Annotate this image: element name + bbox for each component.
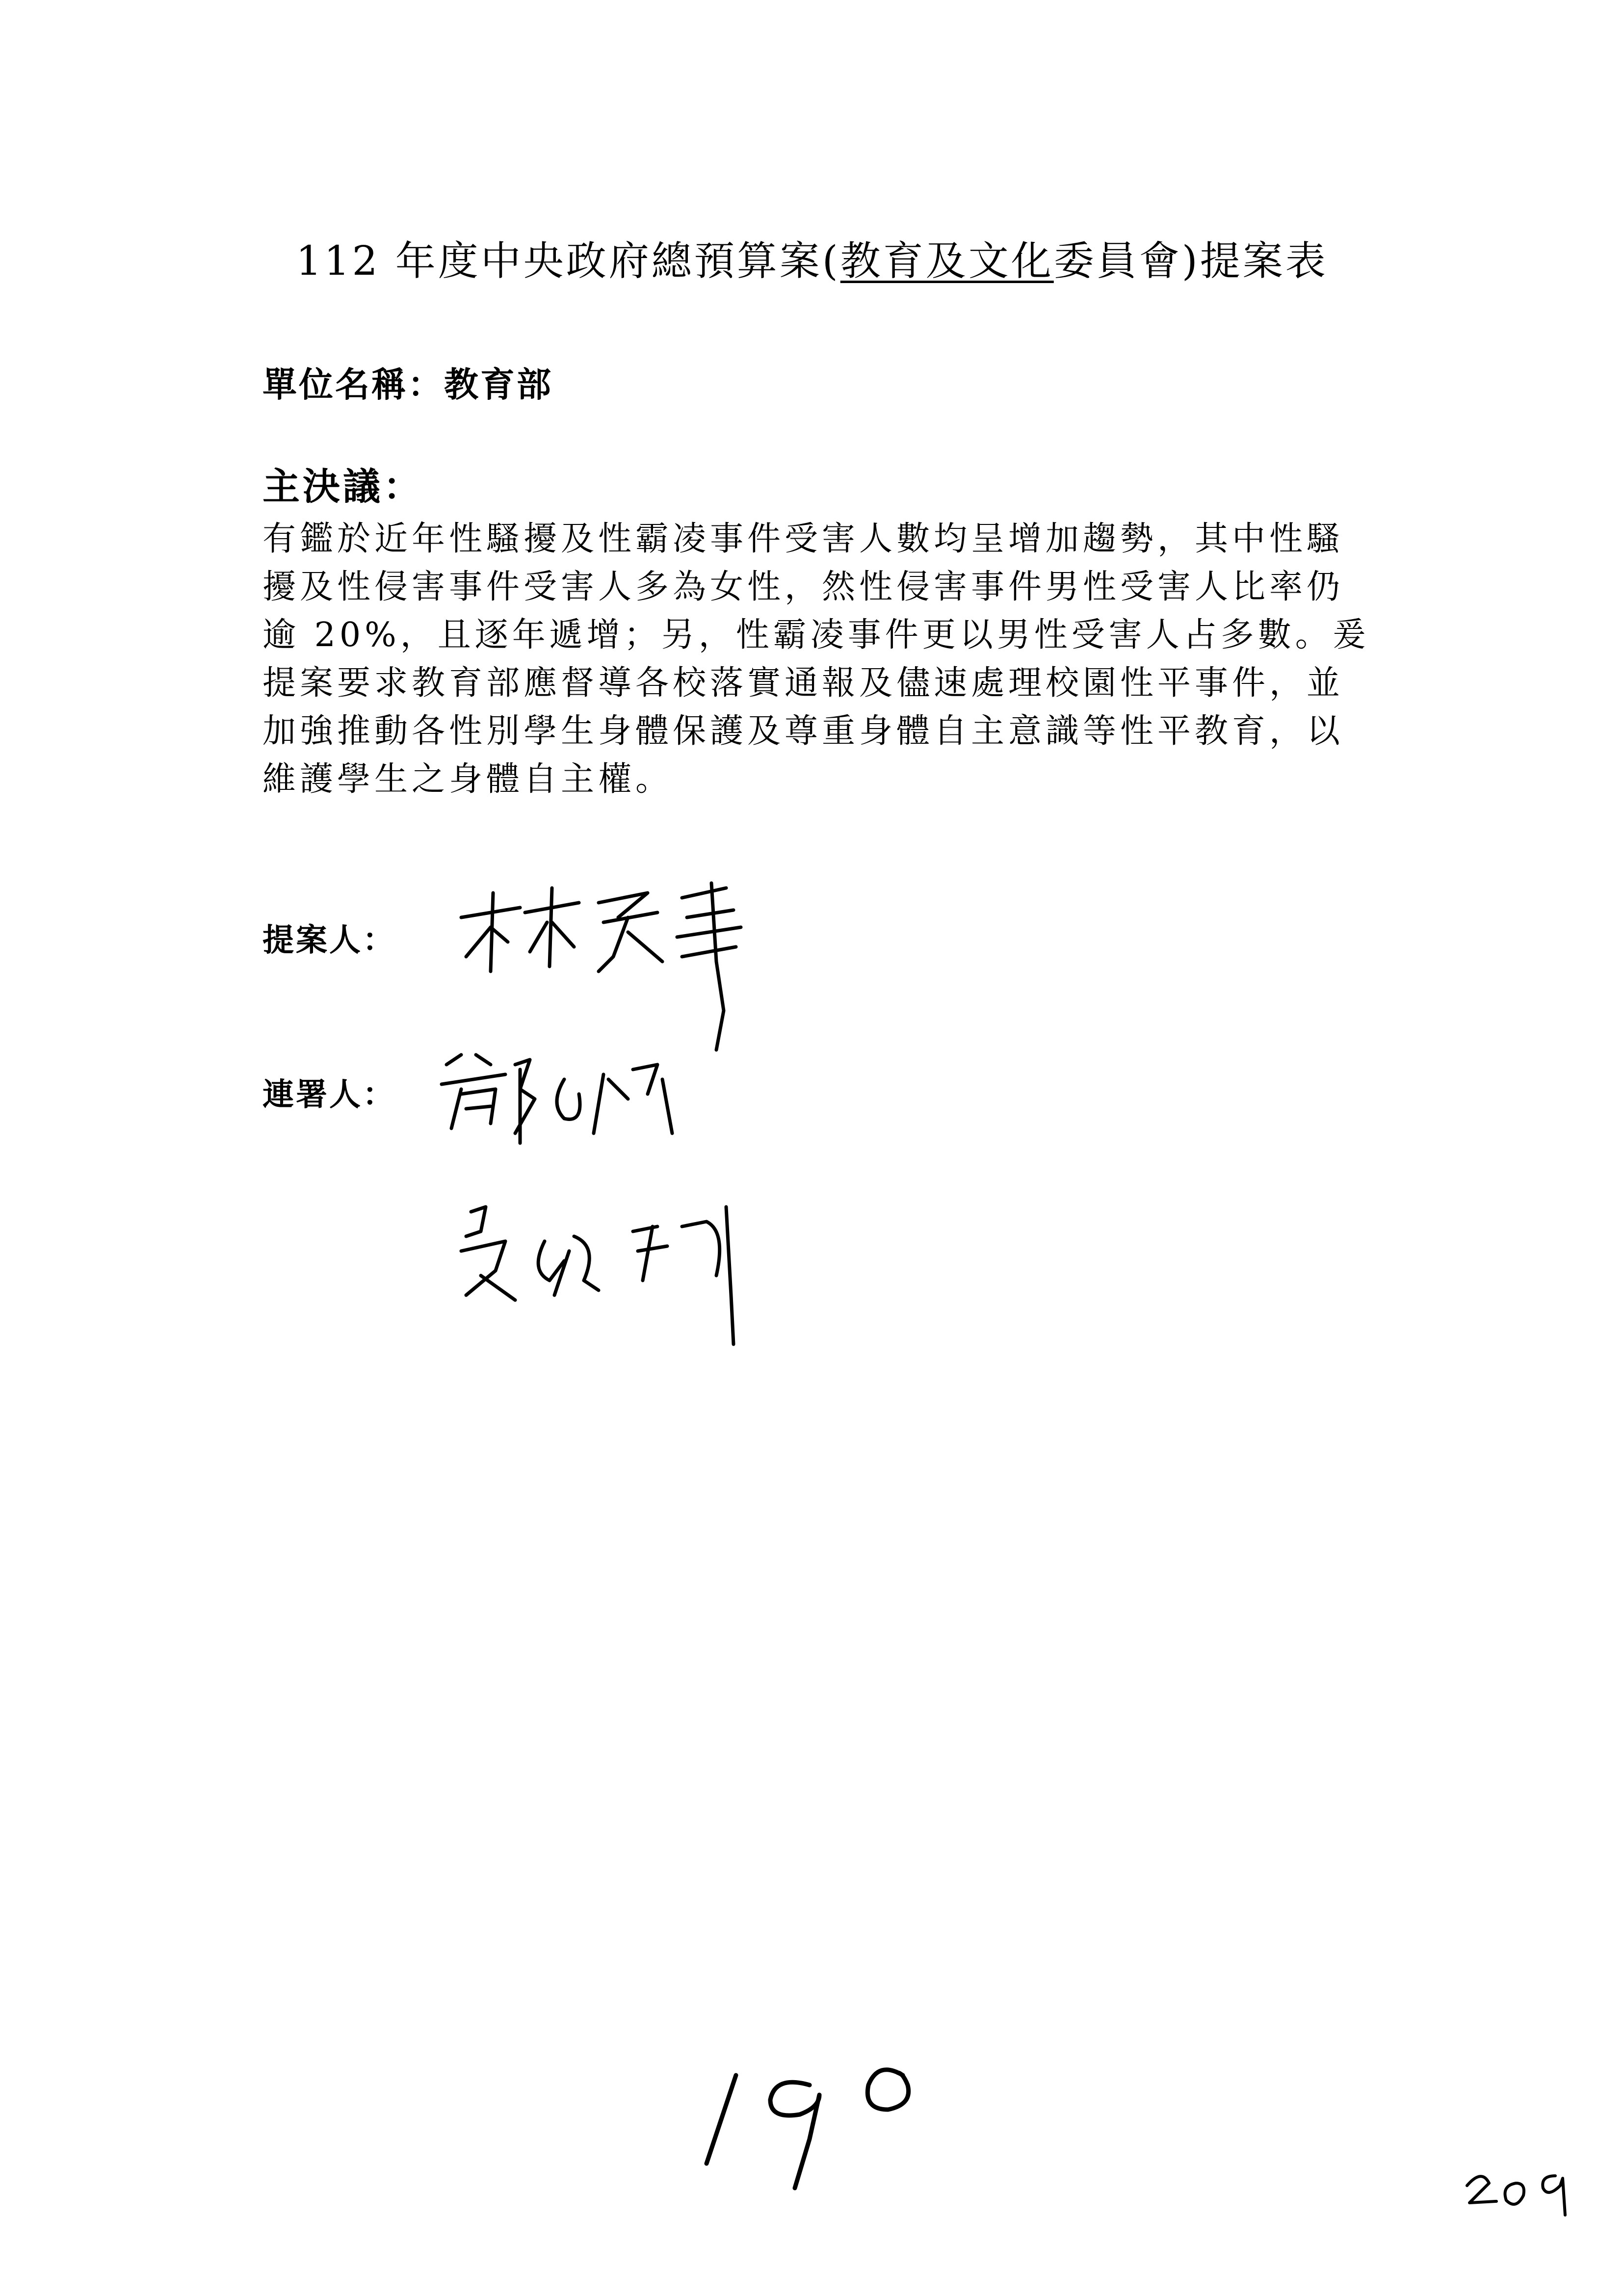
title-suffix: )提案表 <box>1181 238 1328 285</box>
title-committee: 教育及文化 <box>840 238 1054 285</box>
title-prefix: 112 年度中央政府總預算案( <box>296 238 840 285</box>
resolution-line: 維護學生之身體自主權。 <box>262 760 673 799</box>
resolution-line: 提案要求教育部應督導各校落實通報及儘速處理校園性平事件，並 <box>262 664 1344 703</box>
unit-name-line <box>262 365 553 403</box>
cosigner-1-signature <box>432 1035 687 1163</box>
resolution-body <box>262 515 1376 804</box>
resolution-line: 擾及性侵害事件受害人多為女性，然性侵害事件男性受害人比率仍 <box>262 568 1344 606</box>
resolution-line: 加強推動各性別學生身體保護及尊重身體自主意識等性平教育，以 <box>262 712 1344 751</box>
document-title <box>0 239 1624 284</box>
resolution-line: 逾 20%，且逐年遞增；另，性霸凌事件更以男性受害人占多數。爰 <box>262 616 1370 654</box>
resolution-line: 有鑑於近年性騷擾及性霸凌事件受害人數均呈增加趨勢，其中性騷 <box>262 520 1344 558</box>
handwritten-number-209 <box>1462 2156 1580 2220</box>
title-committee-suffix: 委員會 <box>1053 238 1182 285</box>
cosigner-label: 連署人： <box>262 1076 396 1113</box>
cosigner-2-signature <box>451 1197 765 1364</box>
resolution-heading: 主決議： <box>262 465 423 508</box>
unit-label: 單位名稱： <box>262 364 444 405</box>
unit-value: 教育部 <box>444 364 553 405</box>
proposer-label: 提案人： <box>262 922 396 959</box>
handwritten-page-number-190 <box>697 2046 942 2208</box>
